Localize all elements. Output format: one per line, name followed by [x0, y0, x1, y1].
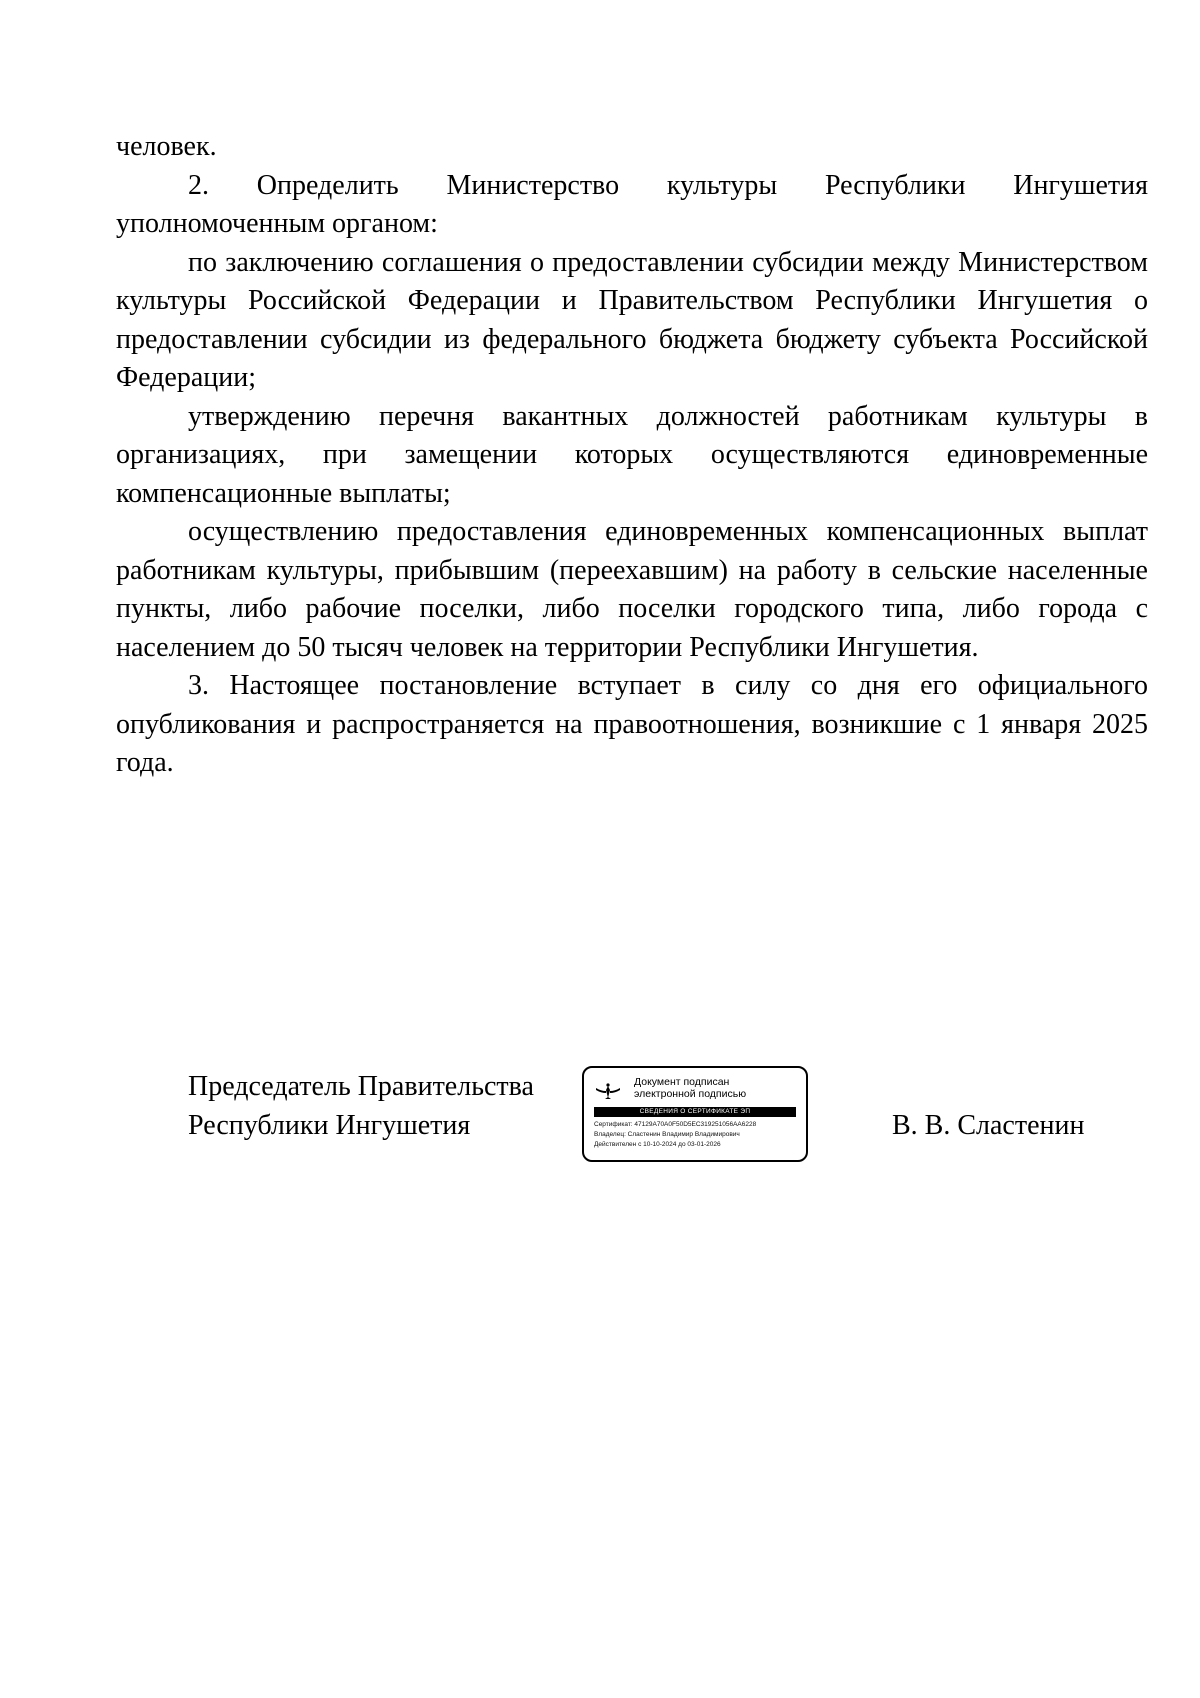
paragraph-continuation: человек. — [116, 131, 217, 162]
stamp-heading — [634, 1076, 746, 1100]
stamp-heading-line-2: электронной подписью — [634, 1088, 747, 1100]
stamp-certificate-bar: СВЕДЕНИЯ О СЕРТИФИКАТЕ ЭП — [594, 1107, 796, 1117]
coat-of-arms-icon — [594, 1082, 622, 1102]
document-body — [116, 128, 1148, 783]
stamp-owner: Владелец: Сластенин Владимир Владимирович — [594, 1131, 740, 1138]
signatory-title-line-1: Председатель Правительства — [188, 1071, 534, 1102]
stamp-heading-line-1: Документ подписан — [634, 1076, 730, 1088]
signatory-title-line-2: Республики Ингушетия — [188, 1109, 471, 1141]
electronic-signature-stamp — [582, 1066, 808, 1162]
signatory-name: В. В. Сластенин — [892, 1110, 1085, 1141]
paragraph-item-2: 2. Определить Министерство культуры Республики Ингушетия уполномоченным органом: — [116, 169, 1148, 239]
signature-block — [0, 1068, 1200, 1188]
stamp-certificate-number: Сертификат: 47129A70A0F50D5EC319251056AA6228 — [594, 1121, 757, 1128]
paragraph-payments: осуществлению предоставления единовременных компенсационных выплат работникам культуры, прибывшим (переехавшим) на работу в сельские населенные пункты, либо рабочие поселки, либо поселки городского типа, либо города с населением до 50 тысяч человек на территории Республики Ингушетия. — [116, 516, 1148, 663]
stamp-validity: Действителен с 10-10-2024 до 03-01-2026 — [594, 1141, 721, 1148]
paragraph-agreement: по заключению соглашения о предоставлении субсидии между Министерством культуры Российской Федерации и Правительством Республики Ингушетия о предоставлении субсидии из федерального бюджета бюджету субъекта Российской Федерации; — [116, 246, 1148, 393]
paragraph-item-3: 3. Настоящее постановление вступает в силу со дня его официального опубликования и распространяется на правоотношения, возникшие с 1 января 2025 года. — [116, 670, 1148, 778]
paragraph-vacancy-list: утверждению перечня вакантных должностей работникам культуры в организациях, при замещении которых осуществляются единовременные компенсационные выплаты; — [116, 400, 1148, 509]
signatory-title — [188, 1068, 534, 1145]
